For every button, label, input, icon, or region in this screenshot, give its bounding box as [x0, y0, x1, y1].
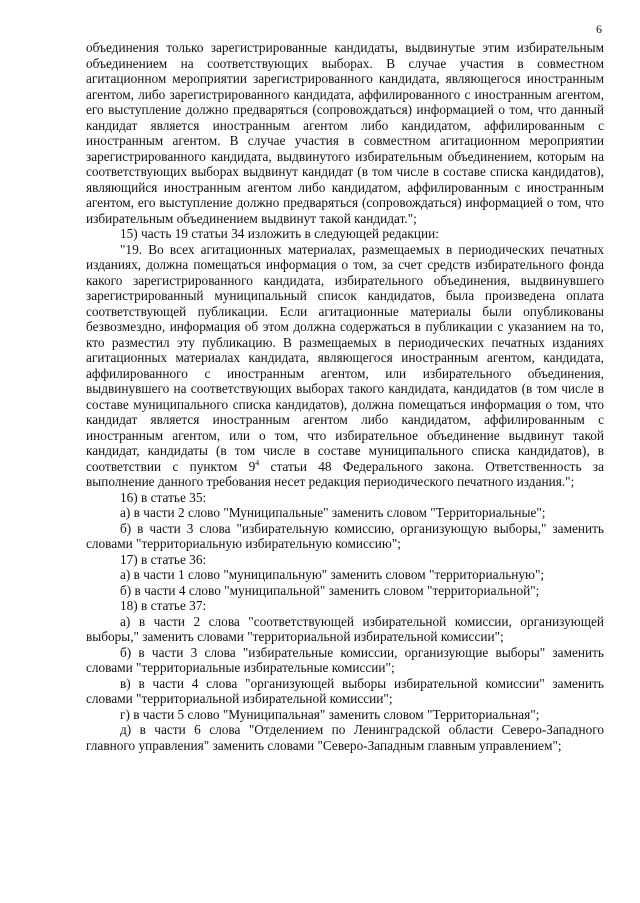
paragraph-item-18v: в) в части 4 слова "организующей выборы избирательной комиссии" заменить словами "территориальной избирательной комиссии";: [86, 675, 604, 706]
paragraph-item-17: 17) в статье 36:: [120, 551, 207, 567]
paragraph-item-18a: а) в части 2 слова "соответствующей избирательной комиссии, организующей выборы," заменить словами "территориальной избирательной комиссии";: [86, 613, 604, 644]
page-number: 6: [596, 22, 602, 36]
paragraph-item-18: 18) в статье 37:: [120, 598, 207, 613]
paragraph-item-18g: г) в части 5 слово "Муниципальная" заменить словом "Территориальная";: [120, 706, 540, 722]
paragraph-item-17a: а) в части 1 слово "муниципальную" заменить словом "территориальную";: [120, 567, 545, 582]
paragraph-continuation: объединения только зарегистрированные кандидаты, выдвинутые этим избирательным объединением на соответствующих выборах. В случае участия в совместном агитационном мероприятии зарегистрированного кандидата, являющегося иностранным агентом, либо зарегистрированного кандидата, аффилированного с иностранным агентом, его выступление должно предваряться (сопровождаться) информацией о том, что данный кандидат является иностранным агентом либо кандидатом, аффилированным с иностранным агентом. В случае участия в совместном агитационном мероприятии зарегистрированного кандидата, выдвинутого избирательным объединением, которым на соответствующих выборах выдвинут кандидат (в том числе в составе списка кандидатов), являющийся иностранным агентом либо кандидатом, аффилированным с иностранным агентом, его выступление должно предваряться (сопровождаться) информацией о том, что избирательным объединением выдвинут такой кандидат.";: [86, 40, 604, 226]
paragraph-item-15: 15) часть 19 статьи 34 изложить в следующей редакции:: [120, 226, 439, 241]
quote-text-after: статьи 48 Федерального закона. Ответственность за выполнение данного требования несет редакция периодического печатного издания.";: [86, 458, 604, 489]
paragraph-item-18b: б) в части 3 слова "избирательные комиссии, организующие выборы" заменить словами "территориальные избирательные комиссии";: [86, 644, 604, 675]
quote-text-before: "19. Во всех агитационных материалах, размещаемых в периодических печатных изданиях, должна помещаться информация о том, за счет средств избирательного фонда какого зарегистрированного кандидата, избирательного объединения, выдвинувшего зарегистрированный муниципальный список кандидатов, была произведена оплата соответствующей публикации. Если агитационные материалы были опубликованы безвозмездно, информация об этом должна содержаться в публикации с указанием на то, кто разместил эту публикацию. В размещаемых в периодических печатных изданиях агитационных материалах кандидата, являющегося иностранным агентом, кандидата, аффилированного с иностранным агентом, или избирательного объединения, выдвинувшего на соответствующих выборах такого кандидата, кандидатов (в том числе в составе муниципального списка кандидатов), должна помещаться информация о том, что кандидат является иностранным агентом либо кандидатом, аффилированным с иностранным агентом, или о том, что избирательное объединение выдвинут такой кандидат, кандидаты (в том числе в составе муниципального списка кандидатов), в соответствии с пунктом 9: [86, 241, 604, 474]
paragraph-quote-19: [86, 242, 604, 490]
footnote-superscript: 4: [255, 458, 260, 468]
paragraph-item-17b: б) в части 4 слово "муниципальной" заменить словом "территориальной";: [120, 582, 540, 598]
paragraph-item-16: 16) в статье 35:: [120, 489, 207, 505]
paragraph-item-16a: а) в части 2 слово "Муниципальные" заменить словом "Территориальные";: [120, 505, 546, 520]
paragraph-item-16b: б) в части 3 слова "избирательную комиссию, организующую выборы," заменить словами "территориальную избирательную комиссию";: [86, 520, 604, 551]
paragraph-item-18d: д) в части 6 слова "Отделением по Ленинградской области Северо-Западного главного управления" заменить словами "Северо-Западным главным управлением";: [86, 722, 604, 753]
document-body: [86, 40, 604, 753]
